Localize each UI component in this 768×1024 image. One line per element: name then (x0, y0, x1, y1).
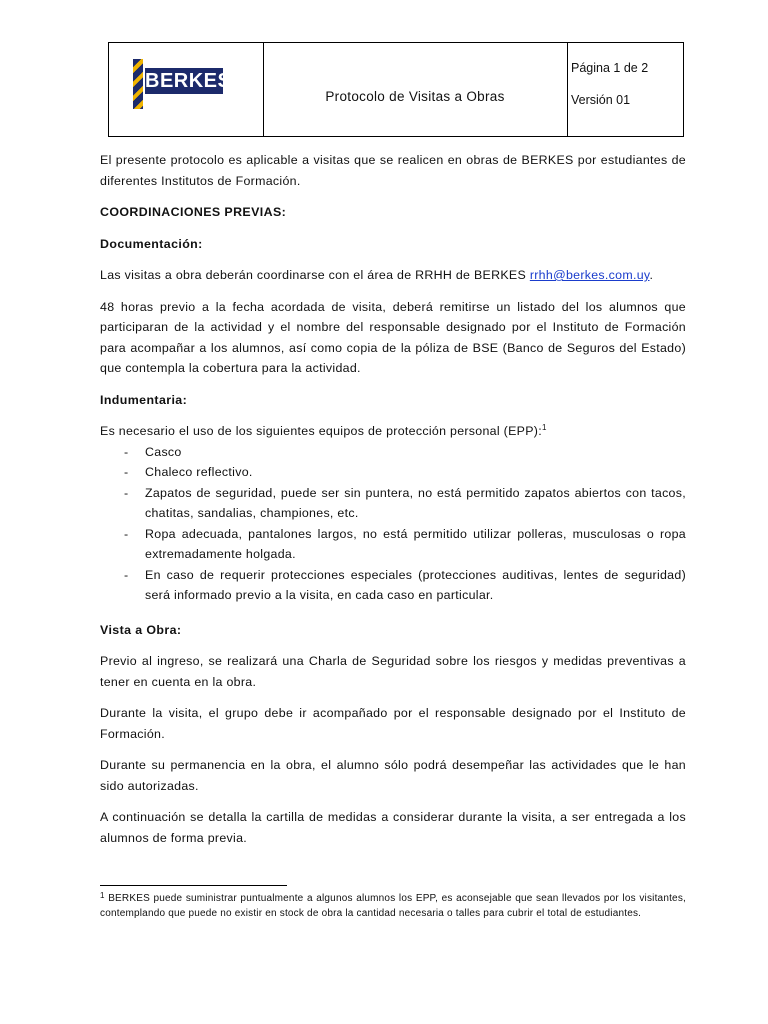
visita-heading: Vista a Obra: (100, 622, 182, 637)
visita-paragraph-4: A continuación se detalla la cartilla de medidas a considerar durante la visita, a ser entregada a los alumnos de forma previa. (100, 810, 686, 845)
documentacion-paragraph-1 (100, 265, 686, 286)
page-number: Página 1 de 2 (571, 61, 649, 75)
list-item-text: En caso de requerir protecciones especiales (protecciones auditivas, lentes de seguridad) será informado previo a la visita, en cada caso en particular. (145, 567, 686, 602)
list-item (100, 462, 686, 483)
document-body (100, 150, 686, 859)
meta-cell (567, 43, 683, 136)
footnote-mark: 1 (100, 891, 105, 900)
footnote (100, 892, 686, 921)
logo-stripe-icon (133, 59, 143, 109)
list-item-text: Chaleco reflectivo. (145, 465, 253, 479)
list-item-text: Casco (145, 444, 182, 459)
list-item (100, 524, 686, 565)
ind-intro-text: Es necesario el uso de los siguientes equipos de protección personal (EPP): (100, 424, 542, 438)
footnote-ref: 1 (541, 423, 547, 432)
visita-paragraph-1: Previo al ingreso, se realizará una Charla de Seguridad sobre los riesgos y medidas preventivas a tener en cuenta en la obra. (100, 654, 686, 689)
list-dash: - (124, 526, 129, 541)
footnote-text: BERKES puede suministrar puntualmente a algunos alumnos los EPP, es aconsejable que sean llevados por los visitantes, contemplando que puede no existir en stock de obra la cantidad necesaria o talles para cubrir el total de estudiantes. (100, 893, 687, 919)
visita-paragraph-3: Durante su permanencia en la obra, el alumno sólo podrá desempeñar las actividades que le han sido autorizadas. (100, 758, 686, 793)
footnote-divider (100, 885, 287, 886)
title-cell (263, 43, 568, 136)
logo-text: BERKES (145, 70, 232, 92)
list-item-text: Zapatos de seguridad, puede ser sin puntera, no está permitido zapatos abiertos con tacos, chatitas, sandalias, championes, etc. (145, 485, 686, 520)
doc-p1-text: Las visitas a obra deberán coordinarse con el área de RRHH de BERKES (100, 268, 527, 282)
email-link[interactable]: rrhh@berkes.com.uy (529, 268, 650, 282)
list-dash: - (124, 485, 129, 500)
header-table (108, 42, 684, 137)
berkes-logo (129, 59, 232, 109)
coordinaciones-heading: COORDINACIONES PREVIAS: (100, 205, 287, 219)
documentacion-heading: Documentación: (100, 236, 203, 251)
list-item (100, 565, 686, 606)
indumentaria-intro (100, 421, 686, 442)
document-title: Protocolo de Visitas a Obras (325, 89, 505, 104)
list-dash: - (124, 567, 129, 582)
documentacion-paragraph-2: 48 horas previo a la fecha acordada de visita, deberá remitirse un listado del los alumnos que participaran de la actividad y el nombre del responsable designado por el Instituto de Formación para acompañar a los alumnos, así como copia de la póliza de BSE (Banco de Seguros del Estado) que contempla la cobertura para la actividad. (100, 299, 686, 375)
list-item-text: Ropa adecuada, pantalones largos, no está permitido utilizar polleras, musculosas o ropa extremadamente holgada. (145, 526, 686, 561)
logo-cell (109, 43, 264, 136)
doc-p1-end: . (649, 268, 654, 282)
visita-paragraph-2: Durante la visita, el grupo debe ir acompañado por el responsable designado por el Instituto de Formación. (100, 706, 686, 741)
list-dash: - (124, 465, 129, 479)
intro-paragraph: El presente protocolo es aplicable a visitas que se realicen en obras de BERKES por estudiantes de diferentes Institutos de Formación. (100, 153, 686, 188)
indumentaria-heading: Indumentaria: (100, 392, 188, 407)
epp-list (100, 442, 686, 606)
list-item (100, 483, 686, 524)
version-label: Versión 01 (571, 93, 631, 107)
list-dash: - (124, 444, 129, 459)
list-item (100, 442, 686, 463)
